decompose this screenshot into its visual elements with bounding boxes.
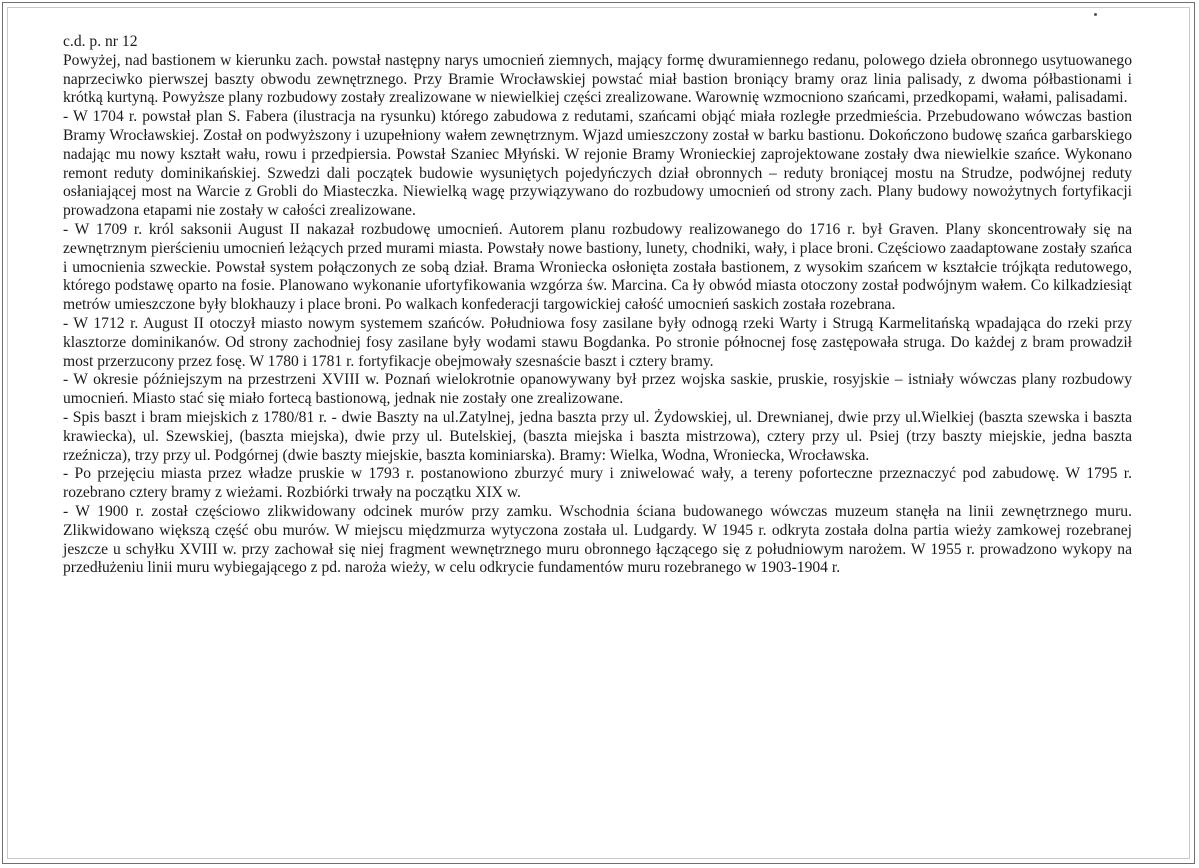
document-body [63, 33, 1132, 578]
paragraph-prussian-era: - Po przejęciu miasta przez władze pruskie w 1793 r. postanowiono zburzyć mury i zniwelować wały, a tereny poforteczne przeznaczyć pod zabudowę. W 1795 r. rozebrano cztery bramy z wieżami. Rozbiórki trwały na początku XIX w. [63, 465, 1132, 502]
paragraph-1709: - W 1709 r. król saksonii August II nakazał rozbudowę umocnień. Autorem planu rozbudowy realizowanego do 1716 r. był Graven. Plany skoncentrowały się na zewnętrznym pierścieniu umocnień leżących przed murami miasta. Powstały nowe bastiony, lunety, chodniki, wały, i place broni. Częściowo zaadaptowane zostały szańca i umocnienia szweckie. Powstał system połączonych ze sobą dział. Brama Wroniecka osłonięta została bastionem, z wysokim szańcem w kształcie trójkąta redutowego, którego podstawę oparto na fosie. Planowano wykonanie ufortyfikowania wzgórza św. Marcina. Ca ły obwód miasta otoczony został podwójnym wałem. Co kilkadziesiąt metrów umieszczone były blokhauzy i place broni. Po walkach konfederacji targowickiej całość umocnień saskich została rozebrana. [63, 220, 1132, 314]
scan-speck [1094, 13, 1097, 16]
page-header: c.d. p. nr 12 [63, 33, 138, 50]
paragraph-xviii-century: - W okresie późniejszym na przestrzeni XVIII w. Poznań wielokrotnie opanowywany był przez wojska saskie, pruskie, rosyjskie – istniały wówczas plany rozbudowy umocnień. Miasto stać się miało fortecą bastionową, jednak nie zostały one zrealizowane. [63, 371, 1132, 408]
paragraph-intro: Powyżej, nad bastionem w kierunku zach. powstał następny narys umocnień ziemnych, mający formę dwuramiennego redanu, polowego dzieła obronnego usytuowanego naprzeciwko pierwszej baszty obwodu zewnętrznego. Przy Bramie Wrocławskiej powstać miał bastion broniący bramy oraz linia palisady, z dwoma półbastionami i krótką kurtyną. Powyższe plany rozbudowy zostały zrealizowane w niewielkiej części zrealizowane. Warownię wzmocniono szańcami, przedkopami, wałami, palisadami. [63, 51, 1132, 107]
paragraph-1712: - W 1712 r. August II otoczył miasto nowym systemem szańców. Południowa fosy zasilane były odnogą rzeki Warty i Strugą Karmelitańską wpadająca do rzeki przy klasztorze dominikanów. Od strony zachodniej fosy zasilane były wodami stawu Bogdanka. Po stronie północnej fosę zastępowała struga. Do każdej z bram prowadził most przerzucony przez fosę. W 1780 i 1781 r. fortyfikacje obejmowały szesnaście baszt i cztery bramy. [63, 314, 1132, 370]
paragraph-1704: - W 1704 r. powstał plan S. Fabera (ilustracja na rysunku) którego zabudowa z redutami, szańcami objąć miała rozległe przedmieścia. Przebudowano wówczas bastion Bramy Wrocławskiej. Został on podwyższony i uzupełniony wałem zewnętrznym. Wjazd umieszczony został w barku bastionu. Dokończono budowę szańca garbarskiego nadając mu nowy kształt wału, rowu i przedpiersia. Powstał Szaniec Młyński. W rejonie Bramy Wronieckiej zaprojektowane zostały dwa niewielkie szańce. Wykonano remont reduty dominikańskiej. Szwedzi dali początek budowie wysuniętych pojedyńczych dział obronnych – reduty broniącej mostu na Strudze, podwójnej reduty osłaniającej most na Warcie z Grobli do Miasteczka. Niewielką wagę przywiązywano do rozbudowy umocnień od strony zach. Plany budowy nowożytnych fortyfikacji prowadzona etapami nie zostały w całości zrealizowane. [63, 108, 1132, 220]
paragraph-tower-list: - Spis baszt i bram miejskich z 1780/81 r. - dwie Baszty na ul.Zatylnej, jedna baszta przy ul. Żydowskiej, ul. Drewnianej, dwie przy ul.Wielkiej (baszta szewska i baszta krawiecka), ul. Szewskiej, (baszta miejska), dwie przy ul. Butelskiej, (baszta miejska i baszta mistrzowa), cztery przy ul. Psiej (trzy baszty miejskie, jedna baszta rzeźnicza), trzy przy ul. Podgórnej (dwie baszty miejskie, baszta kominiarska). Bramy: Wielka, Wodna, Wroniecka, Wrocławska. [63, 408, 1132, 464]
paragraph-1900: - W 1900 r. został częściowo zlikwidowany odcinek murów przy zamku. Wschodnia ściana budowanego wówczas muzeum stanęła na linii zewnętrznego muru. Zlikwidowano większą część obu murów. W miejscu międzmurza wytyczona została ul. Ludgardy. W 1945 r. odkryta została dolna partia wieży zamkowej rozebranej jeszcze u schyłku XVIII w. przy zachował się niej fragment wewnętrznego muru obronnego łączącego się z południowym narożem. W 1955 r. prowadzono wykopy na przedłużeniu linii muru wybiegającego z pd. naroża wieży, w celu odkrycie fundamentów muru rozebranego w 1903-1904 r. [63, 502, 1132, 577]
